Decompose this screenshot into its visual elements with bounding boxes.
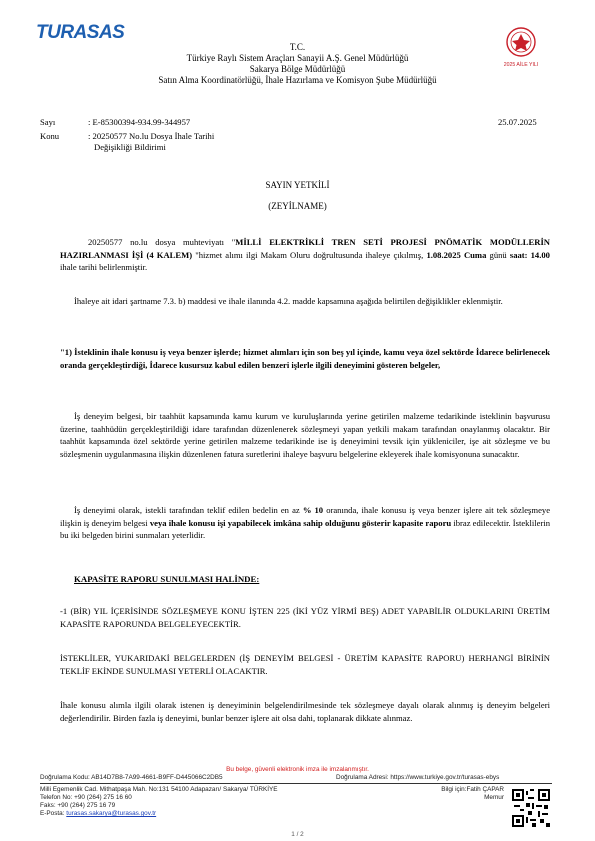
paragraph-requirement: "1) İsteklinin ihale konusu iş veya benzer işlerde; hizmet alımları için son beş yıl içinde, kamu veya özel sektörde İdarece belirlenecek oranda gerçekleştirdiği, İdarece kusursuz kabul edilen benzeri işlerle ilgili deneyimini gösteren belgeler, — [60, 347, 550, 370]
footer-phone: Telefon No: +90 (264) 275 16 60 — [40, 794, 132, 801]
p5-capacity-report: veya ihale konusu işi yapabilecek imkâna sahip olduğunu gösterir kapasite raporu — [149, 517, 452, 528]
salutation-title: SAYIN YETKİLİ — [265, 180, 330, 190]
header-line-region: Sakarya Bölge Müdürlüğü — [249, 64, 346, 74]
p1-time: saat: 14.00 — [509, 249, 550, 260]
p1-project-title: MİLLİ ELEKTRİKLİ TREN SETİ PROJESİ PNÖMATİK MODÜLLERİN HAZIRLANMASI İŞİ (4 KALEM) — [60, 237, 550, 260]
konu-label: Konu — [40, 131, 60, 141]
header-line-company: Türkiye Raylı Sistem Araçları Sanayii A.Ş. Genel Müdürlüğü — [186, 53, 409, 63]
footer-fax: Faks: +90 (264) 275 16 79 — [40, 802, 116, 809]
p5-text-e: ibraz edilecektir. İsteklilerin bu iki belgeden birini sunmaları yeterlidir. — [60, 517, 551, 540]
paragraph-tender-date — [60, 236, 550, 274]
footer-email-label: E-Posta: — [40, 810, 67, 817]
p5-percentage: % 10 — [302, 505, 324, 515]
footer-contact-title: Memur — [484, 794, 504, 801]
p1-text-a: 20250577 no.lu dosya muhteviyatı " — [88, 237, 236, 247]
paragraph-work-experience: İş deneyim belgesi, bir taahhüt kapsamında kamu kurum ve kuruluşlarında yerine getirilen malzeme tedarikinde isteklinin başvurusu üzerine, taahhüdün gerçekleştirildiği idare tarafından düzenlenerek sözleşmeyi yapan yetkili makam tarafından onaylanmış olacaktır. Bir taahhüt kapsamında özel sektörde yerine getirilen malzeme tedarikinde ise iş deneyimini tevsik için yükleniciler, işe ait sözleşme ve bu sözleşmenin uygulanmasına ilişkin düzenlenen fatura suretlerini ihaleye başvuru belgelerine ekleyerek ihale komisyonuna sunacaktır. — [60, 411, 550, 459]
footer-email-link[interactable]: turasas.sakarya@turasas.gov.tr — [66, 810, 157, 817]
page-number: 1 / 2 — [291, 831, 304, 838]
qr-code-icon — [512, 789, 550, 827]
document-date: 25.07.2025 — [498, 117, 537, 127]
p1-date: 1.08.2025 Cuma — [426, 249, 487, 260]
header-line-tc: T.C. — [289, 42, 306, 52]
verification-code: Doğrulama Kodu: AB14D7B8-7A99-4661-B9FF-D445066C2DB5 — [40, 774, 223, 781]
paragraph-single-contract: İhale konusu alımla ilgili olarak istenen iş deneyiminin belgelendirilmesinde tek sözleşmeye dayalı olarak alınmış iş deneyim belgeleri değerlendirilir. Birden fazla iş deneyimi, bunlar benzer işlere ait olsa dahi, toplanarak dikkate alınmaz. — [60, 700, 550, 723]
sayi-value: : E-85300394-934.99-344957 — [88, 117, 191, 127]
p5-text-a: İş deneyimi olarak, istekli tarafından teklif edilen bedelin en az — [74, 505, 303, 515]
p1-text-e: günü — [486, 249, 510, 260]
p1-text-g: ihale tarihi belirlenmiştir. — [60, 262, 148, 272]
paragraph-amendment-scope: İhaleye ait idari şartname 7.3. b) maddesi ve ihale ilanında 4.2. madde kapsamına aşağıda belirtilen değişiklikler eklenmiştir. — [74, 296, 503, 306]
salutation-subtitle: (ZEYİLNAME) — [268, 201, 327, 211]
konu-value-line1: : 20250577 No.lu Dosya İhale Tarihi — [88, 131, 215, 141]
header-line-department: Satın Alma Koordinatörlüğü, İhale Hazırlama ve Komisyon Şube Müdürlüğü — [158, 75, 437, 85]
paragraph-capacity-requirement: -1 (BİR) YIL İÇERİSİNDE SÖZLEŞMEYE KONU İŞTEN 225 (İKİ YÜZ YİRMİ BEŞ) ADET YAPABİLİR OLDUKLARINI ÜRETİM KAPASİTE RAPORUNDA BELGELEYECEKTİR. — [60, 606, 550, 629]
p1-text-c: "hizmet alımı ilgi Makam Oluru doğrultusunda ihaleye çıkılmış, — [192, 249, 427, 260]
sayi-label: Sayı — [40, 117, 56, 127]
konu-value-line2: Değişikliği Bildirimi — [94, 142, 166, 152]
footer-email-row — [40, 810, 156, 818]
footer-contact-person: Bilgi için:Fatih ÇAPAR — [441, 786, 504, 793]
paragraph-sufficient-documents: İSTEKLİLER, YUKARIDAKİ BELGELERDEN (İŞ DENEYİM BELGESİ - ÜRETİM KAPASİTE RAPORU) HERHANGİ BİRİNİN TEKLİF EKİNDE SUNULMASI YETERLİ OLACAKTIR. — [60, 653, 550, 676]
turasas-logo: TURASAS — [36, 22, 125, 43]
footer-address: Milli Egemenlik Cad. Mithatpaşa Mah. No:131 54100 Adapazarı/ Sakarya/ TÜRKİYE — [40, 786, 278, 793]
p5-text-c: oranında, ihale konusu iş veya benzer işlere ait tek sözleşmeye ilişkin iş deneyim belgesi — [60, 505, 551, 528]
paragraph-experience-ratio — [60, 504, 550, 542]
footer-divider — [40, 783, 552, 784]
capacity-report-heading: KAPASİTE RAPORU SUNULMASI HALİNDE: — [74, 574, 260, 584]
institution-header — [0, 42, 595, 86]
seal-caption: 2025 AİLE YILI — [503, 62, 539, 68]
verification-address: Doğrulama Adresi: https://www.turkiye.gov.tr/turasas-ebys — [336, 774, 500, 781]
esignature-notice: Bu belge, güvenli elektronik imza ile imzalanmıştır. — [226, 766, 369, 773]
